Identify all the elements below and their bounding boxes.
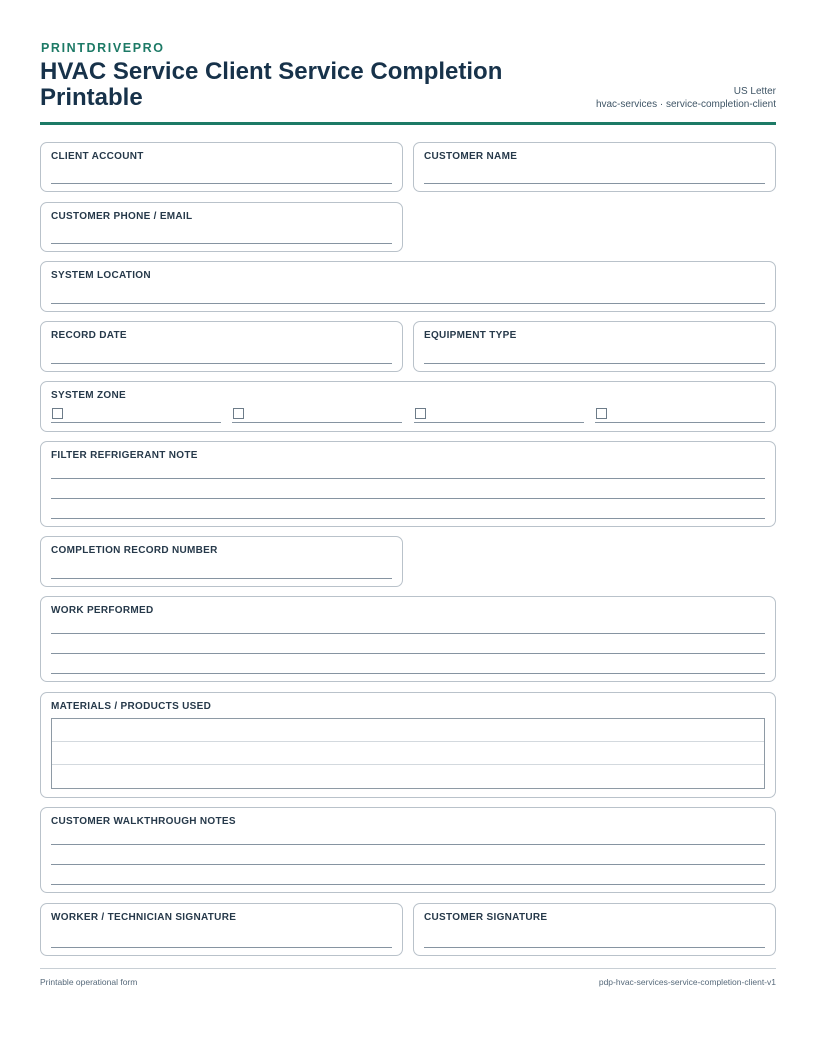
filter-refrigerant-note-field[interactable] [40, 441, 776, 527]
brand-name: PRINTDRIVEPRO [41, 41, 165, 55]
completion-record-number-field[interactable] [40, 536, 403, 587]
record-date-field[interactable] [40, 321, 403, 372]
write-line[interactable] [51, 243, 392, 244]
customer-signature-field[interactable] [413, 903, 776, 956]
footer-left: Printable operational form [40, 977, 138, 987]
write-line[interactable] [424, 183, 765, 184]
materials-table[interactable] [51, 718, 765, 789]
document-meta [596, 85, 776, 111]
write-line[interactable] [51, 844, 765, 845]
field-label: WORKER / TECHNICIAN SIGNATURE [51, 912, 237, 923]
table-row[interactable] [52, 719, 764, 742]
field-label: EQUIPMENT TYPE [424, 330, 517, 341]
write-line[interactable] [51, 653, 765, 654]
checkbox[interactable] [52, 408, 63, 419]
field-label: CUSTOMER NAME [424, 151, 518, 162]
checkbox[interactable] [596, 408, 607, 419]
write-line[interactable] [51, 303, 765, 304]
customer-contact-field[interactable] [40, 202, 403, 252]
field-label: SYSTEM LOCATION [51, 270, 151, 281]
system-zone-field[interactable] [40, 381, 776, 432]
footer-rule [40, 968, 776, 969]
checkbox[interactable] [233, 408, 244, 419]
work-performed-field[interactable] [40, 596, 776, 682]
form-slug: hvac-services · service-completion-client [595, 99, 776, 110]
write-line[interactable] [51, 518, 765, 519]
write-line[interactable] [51, 633, 765, 634]
equipment-type-field[interactable] [413, 321, 776, 372]
system-location-field[interactable] [40, 261, 776, 312]
zone-option[interactable] [414, 408, 584, 423]
field-label: COMPLETION RECORD NUMBER [51, 545, 218, 556]
paper-size: US Letter [733, 86, 776, 97]
table-row[interactable] [52, 765, 764, 788]
table-row[interactable] [52, 742, 764, 765]
field-label: CLIENT ACCOUNT [51, 151, 144, 162]
zone-option[interactable] [595, 408, 765, 423]
signature-line[interactable] [424, 947, 765, 948]
field-label: FILTER REFRIGERANT NOTE [51, 450, 198, 461]
field-label: CUSTOMER PHONE / EMAIL [51, 211, 193, 222]
write-line[interactable] [51, 673, 765, 674]
field-label: MATERIALS / PRODUCTS USED [51, 701, 212, 712]
write-line[interactable] [51, 884, 765, 885]
customer-name-field[interactable] [413, 142, 776, 192]
field-label: RECORD DATE [51, 330, 127, 341]
footer-right: pdp-hvac-services-service-completion-client-v1 [598, 977, 776, 987]
write-line[interactable] [51, 478, 765, 479]
page-title: HVAC Service Client Service Completion Printable [40, 58, 503, 111]
field-label: SYSTEM ZONE [51, 390, 126, 401]
write-line[interactable] [51, 864, 765, 865]
field-label: CUSTOMER SIGNATURE [424, 912, 548, 923]
checkbox[interactable] [415, 408, 426, 419]
technician-signature-field[interactable] [40, 903, 403, 956]
field-label: WORK PERFORMED [51, 605, 154, 616]
walkthrough-notes-field[interactable] [40, 807, 776, 893]
write-line[interactable] [51, 498, 765, 499]
signature-line[interactable] [51, 947, 392, 948]
zone-option[interactable] [232, 408, 402, 423]
write-line[interactable] [51, 578, 392, 579]
zone-option[interactable] [51, 408, 221, 423]
header-rule [40, 122, 776, 125]
write-line[interactable] [424, 363, 765, 364]
write-line[interactable] [51, 183, 392, 184]
write-line[interactable] [51, 363, 392, 364]
materials-field[interactable] [40, 692, 776, 798]
field-label: CUSTOMER WALKTHROUGH NOTES [51, 816, 236, 827]
client-account-field[interactable] [40, 142, 403, 192]
